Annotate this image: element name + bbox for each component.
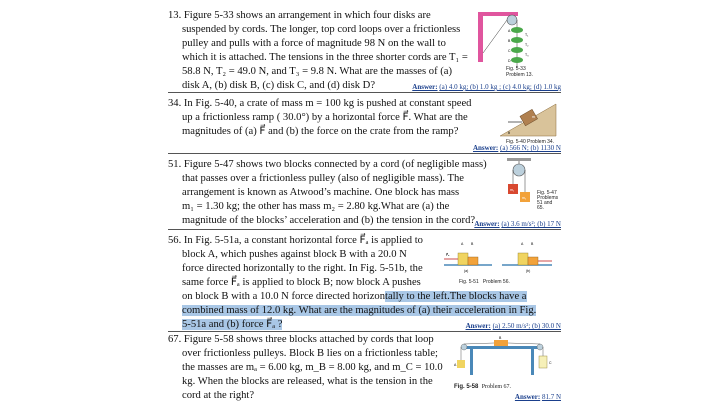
text-line: over frictionless pulleys. Block B lies on a frictionless table; bbox=[182, 348, 438, 359]
figure-5-33 bbox=[476, 8, 556, 78]
answer-56: Answer: (a) 2.50 m/s²; (b) 30.0 N bbox=[465, 322, 561, 330]
pulley-right-icon bbox=[537, 344, 543, 350]
problem-67 bbox=[168, 333, 561, 400]
label-c: C bbox=[549, 361, 552, 365]
three-blocks-table-diagram bbox=[454, 336, 558, 378]
figure-5-58 bbox=[454, 336, 558, 390]
text-line: disk A, (b) disk B, (c) disk C, and (d) disk D? bbox=[182, 80, 376, 91]
highlighted-text[interactable]: tally to the left.The blocks have a bbox=[385, 291, 527, 302]
label-part-a: (a) bbox=[464, 269, 469, 273]
block-b-b bbox=[528, 257, 538, 265]
fig-caption: Fig. 5-33 bbox=[506, 66, 526, 72]
fig-problem-ref: Problem 13. bbox=[506, 72, 533, 78]
pushing-blocks-diagram bbox=[434, 235, 560, 275]
label-m1: m₁ bbox=[510, 188, 515, 192]
pulley-icon bbox=[513, 164, 525, 176]
text-line: cord at the right? bbox=[182, 390, 255, 401]
label-t1: T₁ bbox=[525, 33, 529, 37]
text-line: m₁ = 1.30 kg; the other has mass m₂ = 2.80 kg.What are (a) the bbox=[182, 201, 450, 212]
text-line: that passes over a frictionless pulley (also of negligible mass). The bbox=[182, 173, 464, 184]
label-b: B bbox=[471, 242, 474, 246]
answer-13: Answer: (a) 4.0 kg; (b) 1.0 kg ; (c) 4.0 kg; (d) 1.0 kg bbox=[412, 83, 561, 91]
ceiling bbox=[507, 158, 531, 161]
text-line: In Fig. 5-40, a crate of mass m = 100 kg is pushed at constant speed bbox=[183, 98, 472, 109]
text-line: kg. When the blocks are released, what is the tension in the bbox=[182, 376, 433, 387]
answer-67: Answer: 81.7 N bbox=[514, 393, 561, 401]
text-line: up a frictionless ramp ( 30.0°) by a horizontal force F⃗. What are the bbox=[182, 112, 468, 123]
label-m2: m₂ bbox=[522, 196, 527, 200]
text-line: magnitude of the blocks’ acceleration and (b) the tension in the cord? bbox=[182, 215, 476, 226]
figure-5-51 bbox=[434, 235, 560, 289]
label-m: m bbox=[532, 115, 535, 119]
highlighted-text[interactable]: combined mass of 12.0 kg. What are the magnitudes of (a) their acceleration in Fig. bbox=[182, 305, 537, 316]
text-line: Figure 5-33 shows an arrangement in which four disks are bbox=[183, 10, 431, 21]
label-c: C bbox=[508, 49, 511, 53]
text-line: In Fig. 5-51a, a constant horizontal force F⃗ₐ is applied to bbox=[183, 235, 423, 246]
label-theta: θ bbox=[508, 131, 510, 135]
wall-bracket bbox=[478, 12, 483, 62]
table-leg-right bbox=[531, 349, 534, 375]
table-top bbox=[464, 346, 540, 349]
highlighted-text[interactable]: 5-51a and (b) force F⃗ₐ ? bbox=[182, 319, 283, 330]
disk-c bbox=[511, 47, 523, 53]
problem-number: 13. bbox=[168, 10, 182, 21]
block-a-b bbox=[518, 253, 528, 265]
text-line: arrangement is known as Atwood’s machine. One block has mass bbox=[182, 187, 460, 198]
fig-caption: Fig. 5-40 Problem 34. bbox=[506, 139, 555, 145]
label-b: B bbox=[499, 336, 502, 340]
block-a bbox=[457, 360, 465, 368]
fig-caption: Fig. 5-51 Problem 56. bbox=[459, 279, 510, 285]
disk-a bbox=[511, 27, 523, 33]
label-d: D bbox=[508, 59, 511, 63]
answer-51: Answer: (a) 3.6 m/s²; (b) 17 N bbox=[474, 220, 561, 228]
problem-number: 67. bbox=[168, 334, 182, 345]
text-line: force directed horizontally to the right. In Fig. 5-51b, the bbox=[182, 263, 423, 274]
problem-56 bbox=[168, 231, 561, 332]
text-line: pulley and pulls with a force of magnitude 98 N on the wall to bbox=[182, 38, 446, 49]
problem-13 bbox=[168, 6, 561, 93]
label-a: A bbox=[521, 242, 524, 246]
text-line: Figure 5-47 shows two blocks connected by a cord (of negligible mass) bbox=[183, 159, 487, 170]
label-b: B bbox=[508, 39, 511, 43]
ramp-crate-diagram bbox=[496, 98, 558, 142]
label-t2: T₂ bbox=[525, 43, 529, 47]
fig-caption: Fig. 5-47 bbox=[537, 190, 557, 196]
problem-34-text bbox=[168, 97, 478, 139]
table-leg-left bbox=[470, 349, 473, 375]
problem-51-text bbox=[168, 158, 491, 228]
problem-67-text bbox=[168, 333, 448, 403]
text-line: suspended by cords. The longer, top cord loops over a frictionless bbox=[182, 24, 461, 35]
text-line: 58.8 N, T₂ = 49.0 N, and T₃ = 9.8 N. What are the masses of (a) bbox=[182, 66, 453, 77]
label-force: F⃗ₐ bbox=[446, 253, 450, 257]
label-b: B bbox=[531, 242, 534, 246]
label-a: A bbox=[508, 29, 511, 33]
figure-5-47 bbox=[503, 158, 559, 220]
text-line: the masses are mₐ = 6.00 kg, m_B = 8.00 kg, and m_C = 10.0 bbox=[182, 362, 443, 373]
block-c bbox=[539, 356, 547, 368]
fig-problem-ref: Problems 51 and 65. bbox=[537, 195, 559, 211]
pulley-icon bbox=[507, 15, 517, 25]
problem-number: 34. bbox=[168, 98, 182, 109]
disk-b bbox=[511, 37, 523, 43]
fig-caption: Fig. 5-58 Problem 67. bbox=[454, 384, 512, 390]
text-line: on block B with a 10.0 N force directed horizontally to the left.The blocks have a bbox=[182, 291, 527, 302]
pulley-left-icon bbox=[461, 344, 467, 350]
block-b bbox=[468, 257, 478, 265]
figure-5-40 bbox=[496, 98, 558, 144]
problem-number: 51. bbox=[168, 159, 182, 170]
label-t3: T₃ bbox=[525, 53, 529, 57]
text-line: Figure 5-58 shows three blocks attached by cords that loop bbox=[183, 334, 434, 345]
label-a: A bbox=[454, 363, 457, 367]
worksheet-page bbox=[168, 6, 561, 400]
disk-d bbox=[511, 57, 523, 63]
text-line: which it is attached. The tensions in the three shorter cords are T₁ = bbox=[182, 52, 468, 63]
text-line: block A, which pushes against block B with a 20.0 N bbox=[182, 249, 407, 260]
answer-34: Answer: (a) 566 N; (b) 1130 N bbox=[472, 144, 561, 152]
block-a bbox=[458, 253, 468, 265]
label-a: A bbox=[461, 242, 464, 246]
problem-34 bbox=[168, 94, 561, 154]
problem-13-text bbox=[168, 9, 468, 93]
problem-51 bbox=[168, 155, 561, 230]
problem-number: 56. bbox=[168, 235, 182, 246]
text-line: same force F⃗ₐ is applied to block B; now block A pushes bbox=[182, 277, 421, 288]
label-part-b: (b) bbox=[526, 269, 531, 273]
text-line: magnitudes of (a) F⃗ and (b) the force on the crate from the ramp? bbox=[182, 126, 459, 137]
block-b bbox=[494, 340, 508, 346]
